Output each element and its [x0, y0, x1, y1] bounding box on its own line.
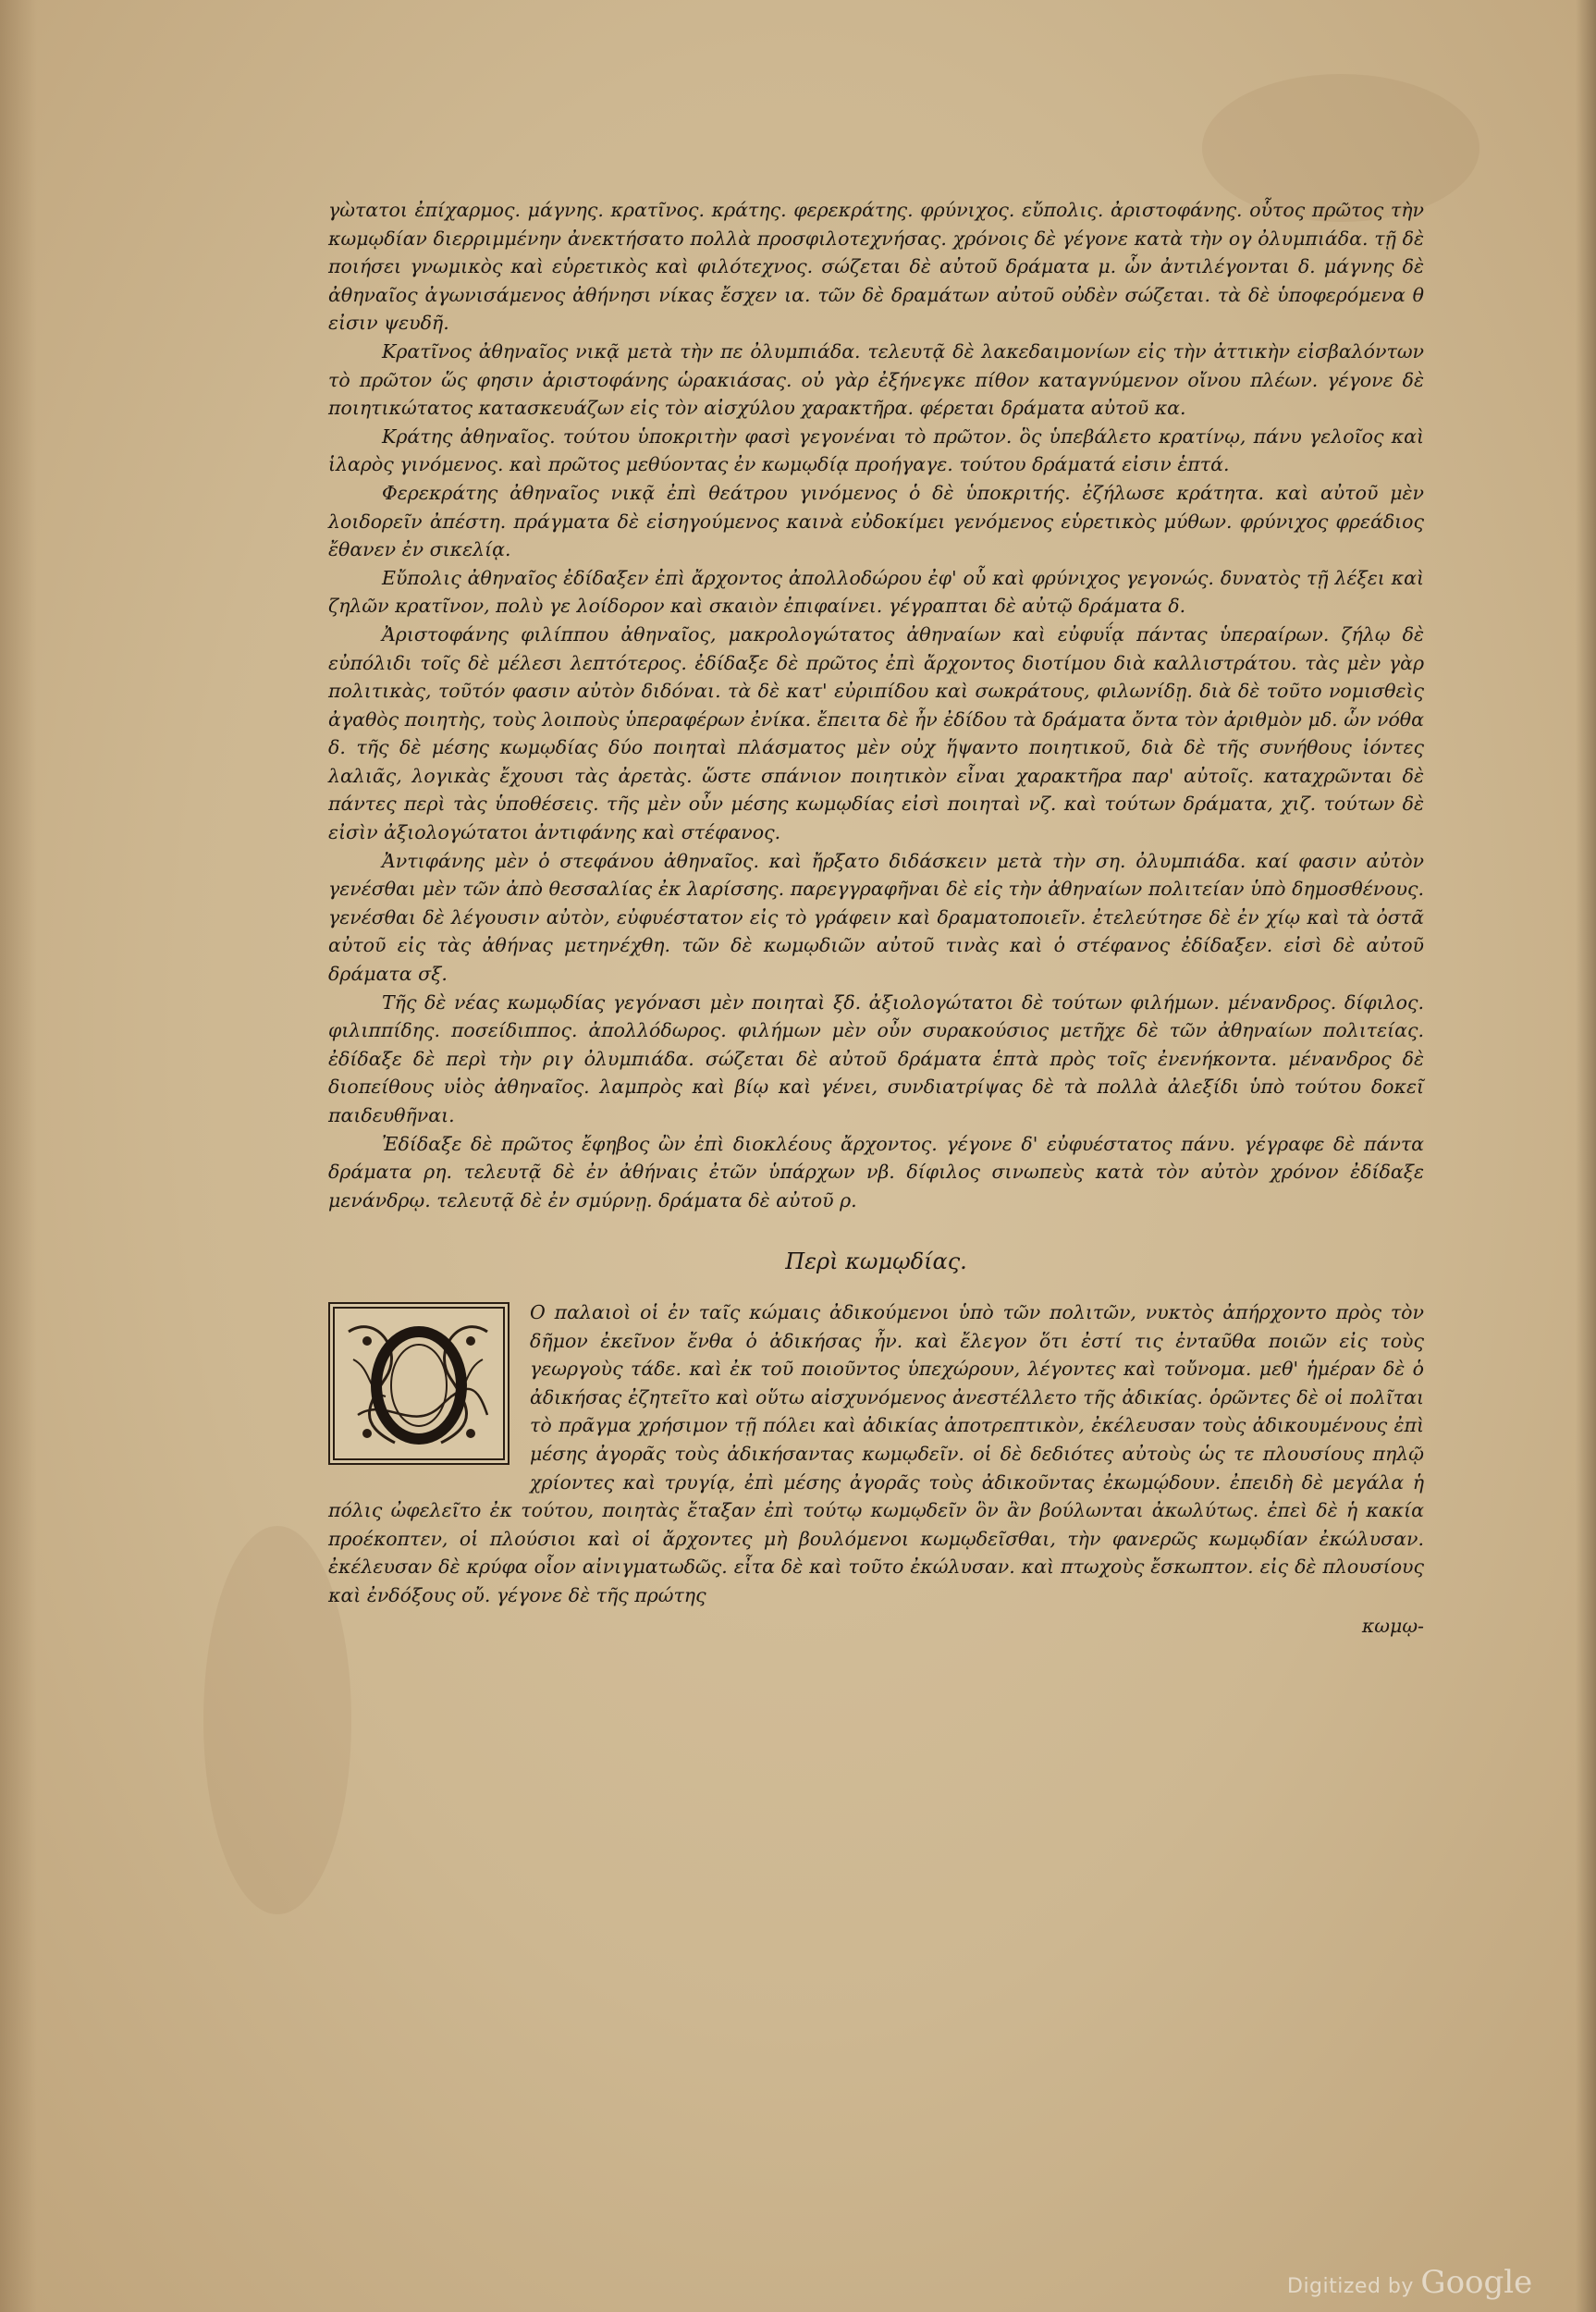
paragraph-new-comedy: Τῆς δὲ νέας κωμῳδίας γεγόνασι μὲν ποιηταὶ ξδ. ἀξιολογώτατοι δὲ τούτων φιλήμων. μένανδρος. δίφιλος. φιλιππίδης. ποσείδιππος. ἀπολλόδωρος. φιλήμων μὲν οὖν συρακούσιος μετῆχε δὲ τῶν ἀθηναίων πολιτείας. ἐδίδαξε δὲ περὶ τὴν ριγ ὀλυμπιάδα. σώζεται δὲ αὐτοῦ δράματα ἑπτὰ πρὸς τοῖς ἐνενήκοντα. μένανδρος δὲ διοπείθους υἱὸς ἀθηναῖος. λαμπρὸς καὶ βίῳ καὶ γένει, συνδιατρίψας δὲ τὰ πολλὰ ἀλεξίδι ὑπὸ τούτου δοκεῖ παιδευθῆναι.: [328, 990, 1424, 1126]
catchword: κωμῳ-: [1361, 1614, 1424, 1637]
comedy-section: [328, 1298, 1424, 1610]
paragraph-on-comedy: Ο παλαιοὶ οἱ ἐν ταῖς κώμαις ἀδικούμενοι ὑπὸ τῶν πολιτῶν, νυκτὸς ἀπήρχοντο πρὸς τὸν δῆμον ἐκεῖνον ἔνθα ὁ ἀδικήσας ἦν. καὶ ἔλεγον ὅτι ἐστί τις ἐνταῦθα ποιῶν εἰς τοὺς γεωργοὺς τάδε. καὶ ἐκ τοῦ ποιοῦντος ὑπεχώρουν, λέγοντες καὶ τοὔνομα. μεθ' ἡμέραν δὲ ὁ ἀδικήσας ἐζητεῖτο καὶ οὕτω αἰσχυνόμενος ἀνεστέλλετο τῆς ἀδικίας. ὁρῶντες δὲ οἱ πολῖται τὸ πρᾶγμα χρήσιμον τῇ πόλει καὶ ἀδικίας ἀποτρεπτικὸν, ἐκέλευσαν τοὺς ἀδικουμένους ἐπὶ μέσης ἀγορᾶς τοὺς ἀδικήσαντας κωμῳδεῖν. οἱ δὲ δεδιότες αὐτοὺς ὡς τε πλουσίους πηλῷ χρίοντες καὶ τρυγίᾳ, ἐπὶ μέσης ἀγορᾶς τοὺς ἀδικοῦντας ἐκωμῴδουν. ἐπειδὴ δὲ μεγάλα ἡ πόλις ὠφελεῖτο ἐκ τούτου, ποιητὰς ἔταξαν ἐπὶ τούτῳ κωμῳδεῖν ὃν ἂν βούλωνται ἀκωλύτως. ἐπεὶ δὲ ἡ κακία προέκοπτεν, οἱ πλούσιοι καὶ οἱ ἄρχοντες μὴ βουλόμενοι κωμῳδεῖσθαι, τὴν φανερῶς κωμῳδίαν ἐκώλυσαν. ἐκέλευσαν δὲ κρύφα οἷον αἰνιγματωδῶς. εἶτα δὲ καὶ τοῦτο ἐκώλυσαν. καὶ πτωχοὺς ἔσκωπτον. εἰς δὲ πλουσίους καὶ ἐνδόξους οὔ. γέγονε δὲ τῆς πρώτης: [328, 1300, 1424, 1606]
page-edge-shadow: [1576, 0, 1596, 2312]
body-text: [328, 196, 1424, 1640]
paragraph-antiphanes: Ἀντιφάνης μὲν ὁ στεφάνου ἀθηναῖος. καὶ ἤρξατο διδάσκειν μετὰ τὴν ση. ὀλυμπιάδα. καί φασιν αὐτὸν γενέσθαι μὲν τῶν ἀπὸ θεσσαλίας ἐκ λαρίσσης. παρεγγραφῆναι δὲ εἰς τὴν ἀθηναίων πολιτείαν ὑπὸ δημοσθένους. γενέσθαι δὲ λέγουσιν αὐτὸν, εὐφυέστατον εἰς τὸ γράφειν καὶ δραματοποιεῖν. ἐτελεύτησε δὲ ἐν χίῳ καὶ τὰ ὀστᾶ αὐτοῦ εἰς τὰς ἀθήνας μετηνέχθη. τῶν δὲ κωμῳδιῶν αὐτοῦ τινὰς καὶ ὁ στέφανος ἐδίδαξεν. εἰσὶ δὲ αὐτοῦ δράματα σξ.: [328, 849, 1424, 986]
paragraph-eupolis: Εὔπολις ἀθηναῖος ἐδίδαξεν ἐπὶ ἄρχοντος ἀπολλοδώρου ἐφ' οὗ καὶ φρύνιχος γεγονώς. δυνατὸς τῇ λέξει καὶ ζηλῶν κρατῖνον, πολὺ γε λοίδορον καὶ σκαιὸν ἐπιφαίνει. γέγραπται δὲ αὐτῷ δράματα δ.: [328, 566, 1424, 618]
paragraph-pherecrates: Φερεκράτης ἀθηναῖος νικᾷ ἐπὶ θεάτρου γινόμενος ὁ δὲ ὑποκριτής. ἐζήλωσε κράτητα. καὶ αὐτοῦ μὲν λοιδορεῖν ἀπέστη. πράγματα δὲ εἰσηγούμενος καινὰ εὐδοκίμει γενόμενος εὑρετικὸς μύθων. φρύνιχος φρεάδιος ἔθανεν ἐν σικελίᾳ.: [328, 481, 1424, 561]
decorated-initial-ornament: [330, 1304, 508, 1463]
page-gutter-shadow: [0, 0, 37, 2312]
paragraph-authors-list: γὼτατοι ἐπίχαρμος. μάγνης. κρατῖνος. κράτης. φερεκράτης. φρύνιχος. εὔπολις. ἀριστοφάνης. οὗτος πρῶτος τὴν κωμῳδίαν διερριμμένην ἀνεκτήσατο πολλὰ προσφιλοτεχνήσας. χρόνοις δὲ γέγονε κατὰ τὴν ογ ὀλυμπιάδα. τῇ δὲ ποιήσει γνωμικὸς καὶ εὑρετικὸς καὶ φιλότεχνος. σώζεται δὲ αὐτοῦ δράματα μ. ὧν ἀντιλέγονται δ. μάγνης δὲ ἀθηναῖος ἀγωνισάμενος ἀθήνησι νίκας ἔσχεν ια. τῶν δὲ δραμάτων αὐτοῦ οὐδὲν σώζεται. τὰ δὲ ὑποφερόμενα θ εἰσιν ψευδῆ.: [328, 199, 1424, 335]
watermark: [1287, 2264, 1532, 2301]
paragraph-cratinus: Κρατῖνος ἀθηναῖος νικᾷ μετὰ τὴν πε ὀλυμπιάδα. τελευτᾷ δὲ λακεδαιμονίων εἰς τὴν ἀττικὴν εἰσβαλόντων τὸ πρῶτον ὥς φησιν ἀριστοφάνης ὡρακιάσας. οὐ γὰρ ἐξήνεγκε πίθον καταγνύμενον οἴνου πλέων. γέγονε δὲ ποιητικώτατος κατασκευάζων εἰς τὸν αἰσχύλου χαρακτῆρα. φέρεται δράματα αὐτοῦ κα.: [328, 339, 1424, 420]
paragraph-crates: Κράτης ἀθηναῖος. τούτου ὑποκριτὴν φασὶ γεγονέναι τὸ πρῶτον. ὃς ὑπεβάλετο κρατίνῳ, πάνυ γελοῖος καὶ ἱλαρὸς γινόμενος. καὶ πρῶτος μεθύοντας ἐν κωμῳδίᾳ προήγαγε. τούτου δράματά εἰσιν ἑπτά.: [328, 424, 1424, 476]
watermark-brand: Google: [1420, 2264, 1533, 2301]
paragraph-menander: Ἐδίδαξε δὲ πρῶτος ἔφηβος ὢν ἐπὶ διοκλέους ἄρχοντος. γέγονε δ' εὐφυέστατος πάνυ. γέγραφε δὲ πάντα δράματα ρη. τελευτᾷ δὲ ἐν ἀθήναις ἐτῶν ὑπάρχων νβ. δίφιλος σινωπεὺς κατὰ τὸν αὐτὸν χρόνον ἐδίδαξε μενάνδρῳ. τελευτᾷ δὲ ἐν σμύρνῃ. δράματα δὲ αὐτοῦ ρ.: [328, 1132, 1424, 1211]
watermark-prefix: Digitized by: [1287, 2275, 1414, 2298]
paragraph-aristophanes: Ἀριστοφάνης φιλίππου ἀθηναῖος, μακρολογώτατος ἀθηναίων καὶ εὐφυΐᾳ πάντας ὑπεραίρων. ζήλῳ δὲ εὐπόλιδι τοῖς δὲ μέλεσι λεπτότερος. ἐδίδαξε δὲ πρῶτος ἐπὶ ἄρχοντος διοτίμου διὰ καλλιστράτου. τὰς μὲν γὰρ πολιτικὰς, τοῦτόν φασιν αὐτὸν διδόναι. τὰ δὲ κατ' εὐριπίδου καὶ σωκράτους, φιλωνίδῃ. διὰ δὲ τοῦτο νομισθεὶς ἀγαθὸς ποιητὴς, τοὺς λοιποὺς ὑπεραφέρων ἐνίκα. ἔπειτα δὲ ἦν ἐδίδου τὰ δράματα ὄντα τὸν ἀριθμὸν μδ. ὧν νόθα δ. τῆς δὲ μέσης κωμῳδίας δύο ποιηταὶ πλάσματος μὲν οὐχ ἥψαντο ποιητικοῦ, διὰ δὲ τῆς συνήθους ἰόντες λαλιᾶς, λογικὰς ἔχουσι τὰς ἀρετὰς. ὥστε σπάνιον ποιητικὸν εἶναι χαρακτῆρα παρ' αὐτοῖς. καταχρῶνται δὲ πάντες περὶ τὰς ὑποθέσεις. τῆς μὲν οὖν μέσης κωμῳδίας εἰσὶ ποιηταὶ νζ. καὶ τούτων δράματα, χιζ. τούτων δὲ εἰσὶν ἀξιολογώτατοι ἀντιφάνης καὶ στέφανος.: [328, 622, 1424, 844]
decorated-initial: [328, 1302, 509, 1465]
section-heading: Περὶ κωμῳδίας.: [785, 1248, 967, 1275]
